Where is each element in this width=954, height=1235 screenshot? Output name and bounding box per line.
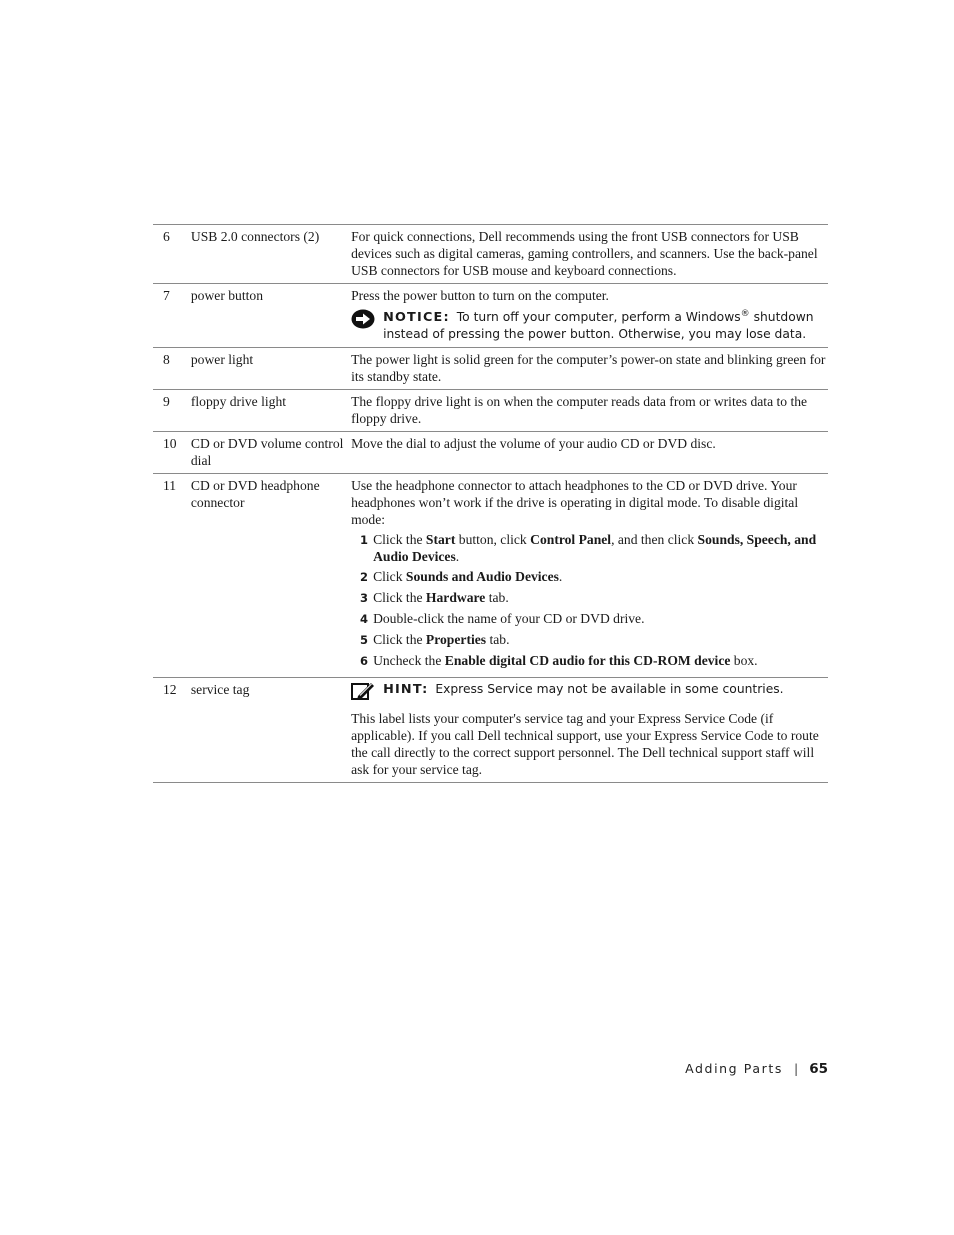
row-number: 10	[163, 436, 177, 451]
step-bold-start: Start	[425, 532, 456, 547]
step-text-part: button, click	[455, 532, 531, 547]
row-feature: power button	[190, 288, 263, 303]
step-bold-properties: Properties	[425, 632, 487, 647]
table-row	[153, 432, 828, 474]
hint-text: Express Service may not be available in some countries.	[435, 682, 784, 696]
step-bold-sounds-speech: Sounds, Speech, and Audio Devices	[373, 532, 817, 564]
step-item	[351, 589, 828, 607]
hint-pencil-icon	[351, 681, 375, 701]
step-text-part: tab.	[486, 632, 510, 647]
step-number: 3	[360, 591, 369, 605]
notice-callout	[351, 309, 828, 343]
step-list	[351, 531, 828, 670]
table-row	[153, 225, 828, 284]
step-bold-enable-digital: Enable digital CD audio for this CD-ROM device	[444, 653, 731, 668]
notice-body	[383, 309, 828, 343]
row-feature: power light	[190, 352, 254, 367]
footer-section-title: Adding Parts	[685, 1061, 783, 1076]
row-description-cell	[351, 474, 828, 678]
step-text-part: , and then click	[611, 532, 698, 547]
step-text-part: Uncheck the	[373, 653, 445, 668]
row-feature: floppy drive light	[190, 394, 287, 409]
step-text-part: .	[558, 569, 563, 584]
row-number: 6	[163, 229, 170, 244]
table-row	[153, 348, 828, 390]
step-number: 1	[360, 533, 369, 547]
hint-body	[383, 681, 784, 698]
row-description: Move the dial to adjust the volume of your audio CD or DVD disc.	[351, 436, 716, 451]
table-row	[153, 474, 828, 678]
page-footer	[600, 1061, 828, 1077]
row-description: The power light is solid green for the computer’s power-on state and blinking green for its standby state.	[351, 352, 826, 384]
step-number: 6	[360, 654, 369, 668]
row-description: This label lists your computer's service tag and your Express Service Code (if applicable). If you call Dell technical support, use your Express Service Code to route the call directly to the correct support personnel. The Dell technical support staff will ask for your service tag.	[351, 711, 819, 777]
row-number: 9	[163, 394, 170, 409]
row-description-cell	[351, 678, 828, 783]
step-text	[368, 589, 509, 607]
step-text-part: Click the	[373, 532, 426, 547]
row-feature: CD or DVD headphone connector	[190, 478, 320, 510]
step-text-part: tab.	[485, 590, 509, 605]
notice-arrow-icon	[351, 309, 375, 329]
step-text-part: box.	[730, 653, 758, 668]
row-number: 8	[163, 352, 170, 367]
notice-text-continued: shutdown instead of pressing the power button. Otherwise, you may lose data.	[383, 310, 814, 341]
step-text: Double-click the name of your CD or DVD drive.	[373, 611, 645, 626]
row-number: 12	[163, 682, 177, 697]
step-text	[368, 631, 509, 649]
page-number: 65	[809, 1061, 828, 1077]
step-number: 2	[360, 570, 369, 584]
row-description: For quick connections, Dell recommends using the front USB connectors for USB devices such as digital cameras, gaming controllers, and scanners. Use the back-panel USB connectors for USB mouse and keyboard connections.	[351, 229, 818, 278]
hint-label: HINT:	[383, 682, 429, 697]
step-text-part: Click the	[373, 632, 426, 647]
step-text-part: Click	[373, 569, 406, 584]
table-row	[153, 678, 828, 783]
row-description: The floppy drive light is on when the computer reads data from or writes data to the floppy drive.	[351, 394, 808, 426]
row-feature: USB 2.0 connectors (2)	[190, 229, 320, 244]
table-row	[153, 390, 828, 432]
step-item	[351, 531, 828, 565]
row-feature: service tag	[190, 682, 250, 697]
step-text-part: .	[455, 549, 460, 564]
step-text	[368, 531, 828, 565]
step-item	[351, 568, 828, 586]
footer-separator: |	[793, 1061, 799, 1076]
registered-mark: ®	[740, 308, 750, 319]
step-text-part: Click the	[373, 590, 426, 605]
notice-label: NOTICE:	[383, 310, 450, 325]
row-number: 7	[163, 288, 170, 303]
table-row	[153, 284, 828, 348]
step-item	[351, 610, 828, 628]
step-bold-sounds-audio: Sounds and Audio Devices	[405, 569, 559, 584]
row-number: 11	[163, 478, 177, 493]
notice-text: To turn off your computer, perform a Windows	[456, 310, 741, 324]
row-description: Press the power button to turn on the computer.	[351, 288, 609, 303]
step-bold-hardware: Hardware	[425, 590, 486, 605]
parts-table	[153, 224, 828, 783]
step-text	[368, 652, 758, 670]
row-description-cell	[351, 284, 828, 348]
step-item	[351, 652, 828, 670]
step-text	[368, 568, 562, 586]
row-feature: CD or DVD volume control dial	[190, 436, 344, 468]
step-number: 4	[360, 612, 369, 626]
hint-callout	[351, 681, 828, 701]
step-item	[351, 631, 828, 649]
row-description: Use the headphone connector to attach headphones to the CD or DVD drive. Your headphones won’t work if the drive is operating in digital mode. To disable digital mode:	[351, 478, 799, 527]
step-number: 5	[360, 633, 369, 647]
step-bold-control-panel: Control Panel	[530, 532, 612, 547]
